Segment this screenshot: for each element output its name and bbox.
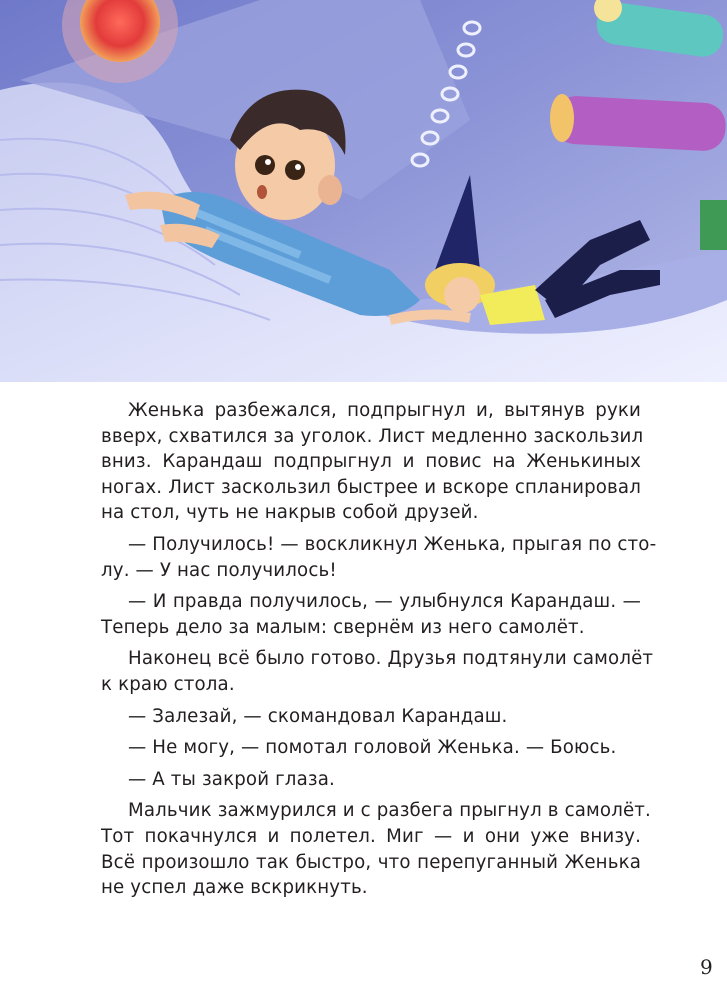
text-line: к краю стола. bbox=[101, 673, 235, 695]
paragraph bbox=[101, 798, 651, 900]
text-line: — Получилось! — воскликнул Женька, прыгая по сто- bbox=[128, 533, 657, 555]
paragraph bbox=[101, 646, 654, 697]
paragraph bbox=[101, 767, 641, 793]
text-line: Теперь дело за малым: свернём из него самолёт. bbox=[101, 616, 585, 638]
paragraph bbox=[101, 589, 641, 640]
text-line: не успел даже вскрикнуть. bbox=[101, 877, 368, 899]
text-line: Мальчик зажмурился и с разбега прыгнул в самолёт. bbox=[128, 800, 651, 822]
text-line: Тот покачнулся и полетел. Миг — и они уже внизу. bbox=[101, 825, 641, 847]
paragraph bbox=[101, 735, 641, 761]
illustration-boy-and-pencil-gnome-icon bbox=[0, 0, 727, 382]
text-line: Наконец всё было готово. Друзья подтянули самолёт bbox=[128, 648, 654, 670]
paragraph bbox=[101, 398, 644, 526]
text-line: Женька разбежался, подпрыгнул и, вытянув руки bbox=[128, 400, 641, 421]
text-line: — Залезай, — скомандовал Карандаш. bbox=[128, 705, 508, 727]
illustration bbox=[0, 0, 727, 382]
text-line: — И правда получилось, — улыбнулся Карандаш. — bbox=[128, 591, 641, 613]
text-line: на стол, чуть не накрыв собой друзей. bbox=[101, 502, 479, 524]
story-text bbox=[101, 398, 657, 907]
text-line: — Не могу, — помотал головой Женька. — Боюсь. bbox=[128, 737, 617, 759]
paragraph bbox=[101, 532, 657, 583]
text-line: ногах. Лист заскользил быстрее и вскоре спланировал bbox=[101, 476, 641, 498]
text-line: вниз. Карандаш подпрыгнул и повис на Женькиных bbox=[101, 451, 641, 473]
text-line: — А ты закрой глаза. bbox=[128, 768, 335, 790]
page-number: 9 bbox=[700, 955, 713, 979]
text-line: Всё произошло так быстро, что перепуганный Женька bbox=[101, 851, 641, 873]
text-line: лу. — У нас получилось! bbox=[101, 559, 337, 581]
paragraph bbox=[101, 704, 641, 730]
text-line: вверх, схватился за уголок. Лист медленно заскользил bbox=[101, 425, 644, 447]
